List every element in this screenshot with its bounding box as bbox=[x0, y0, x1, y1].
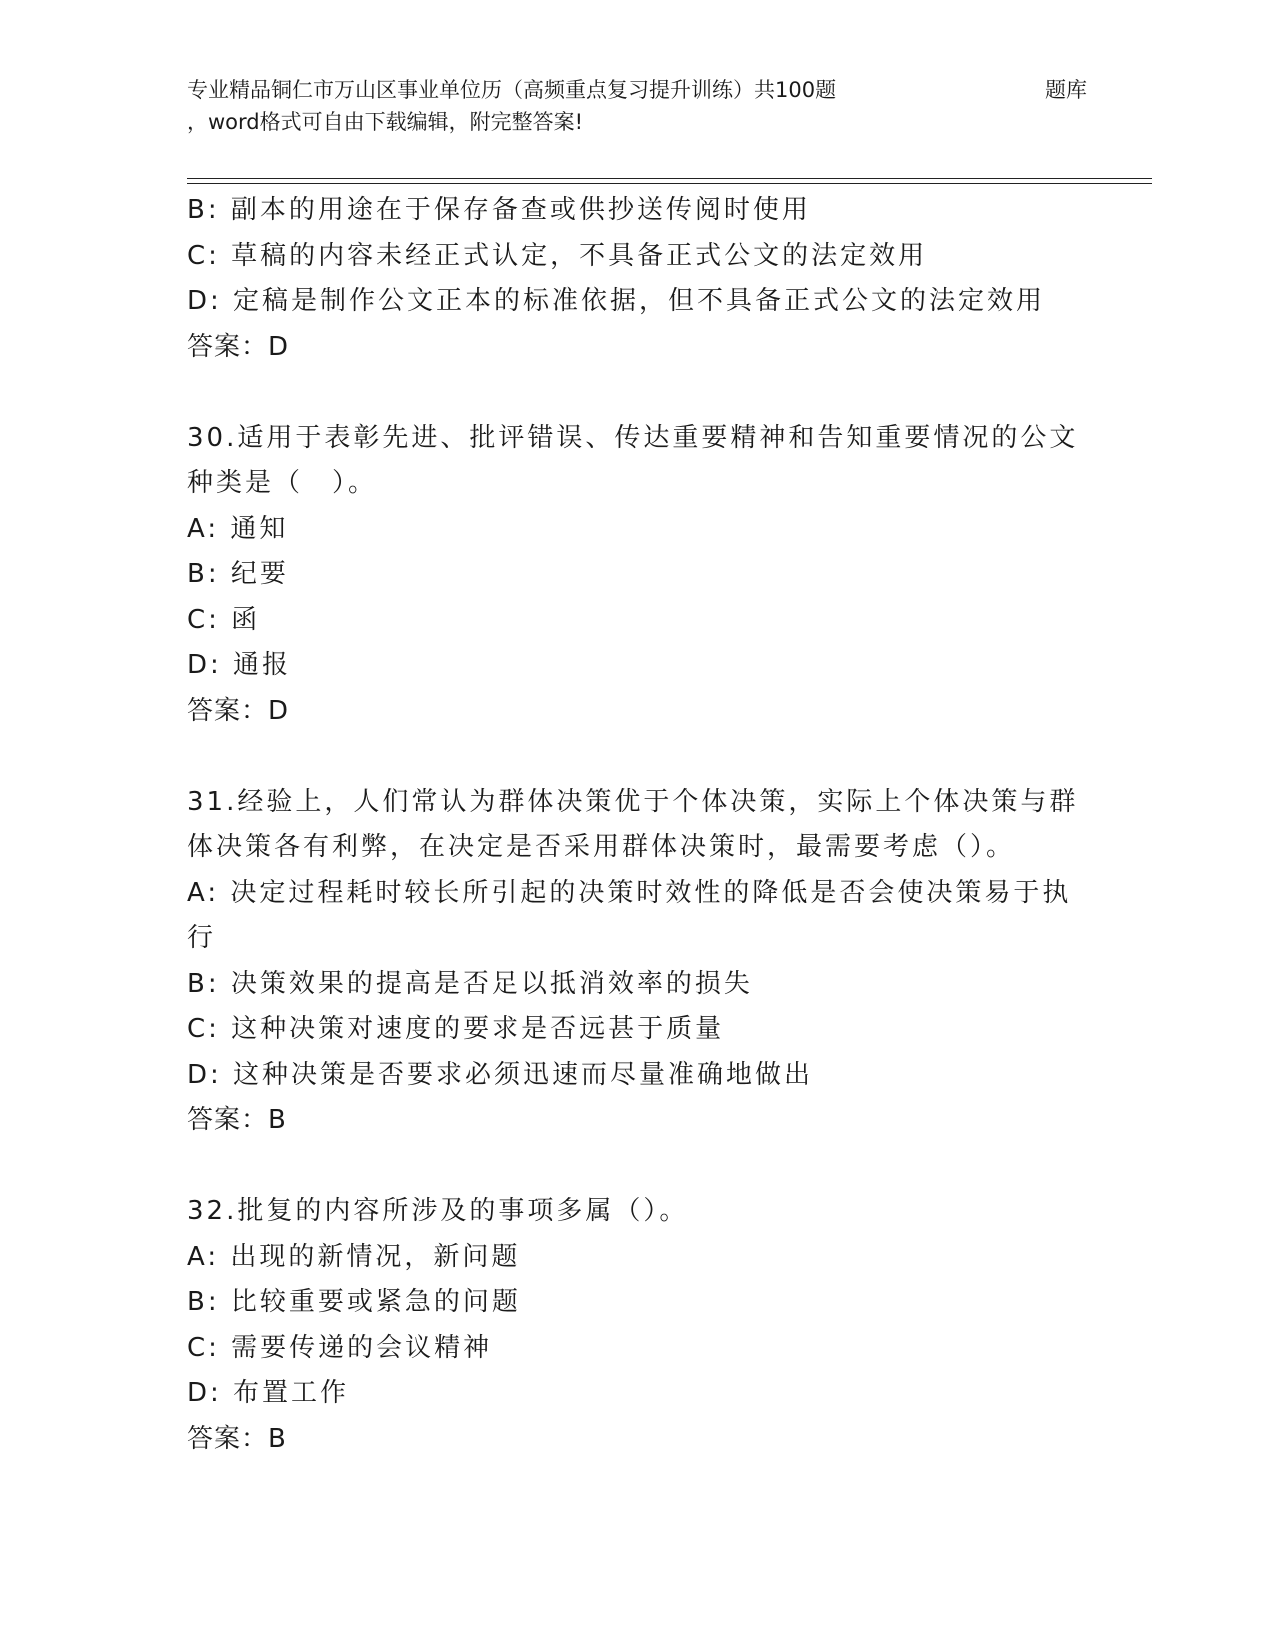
question-30-option-a: A: 通知 bbox=[187, 513, 289, 544]
question-32-option-a: A: 出现的新情况，新问题 bbox=[187, 1241, 521, 1272]
question-30-option-d: D: 通报 bbox=[187, 650, 292, 680]
question-30-stem-cont: 种类是（ ）。 bbox=[187, 468, 378, 498]
option-c: C: 草稿的内容未经正式认定，不具备正式公文的法定效用 bbox=[187, 240, 928, 271]
question-31-option-a: A: 决定过程耗时较长所引起的决策时效性的降低是否会使决策易于执 bbox=[187, 877, 1072, 908]
question-32-answer: 答案：B bbox=[187, 1423, 287, 1454]
header-subtitle: ，word格式可自由下载编辑，附完整答案! bbox=[187, 110, 584, 134]
question-31-stem-cont: 体决策各有利弊，在决定是否采用群体决策时，最需要考虑（）。 bbox=[187, 832, 1016, 862]
question-31-option-c: C: 这种决策对速度的要求是否远甚于质量 bbox=[187, 1014, 725, 1044]
question-32-stem: 32.批复的内容所涉及的事项多属（）。 bbox=[187, 1196, 689, 1226]
option-d: D: 定稿是制作公文正本的标准依据，但不具备正式公文的法定效用 bbox=[187, 286, 1046, 316]
answer: 答案：D bbox=[187, 331, 290, 362]
question-31-option-a-cont: 行 bbox=[187, 923, 217, 953]
question-30-option-b: B: 纪要 bbox=[187, 559, 289, 589]
question-32-option-b: B: 比较重要或紧急的问题 bbox=[187, 1287, 521, 1317]
question-31-option-d: D: 这种决策是否要求必须迅速而尽量准确地做出 bbox=[187, 1059, 814, 1090]
question-30-answer: 答案：D bbox=[187, 695, 290, 726]
header-title: 专业精品铜仁市万山区事业单位历（高频重点复习提升训练）共100题 bbox=[187, 78, 837, 102]
question-31-stem: 31.经验上，人们常认为群体决策优于个体决策，实际上个体决策与群 bbox=[187, 786, 1079, 817]
header-tag: 题库 bbox=[1045, 78, 1087, 102]
question-30-option-c: C: 函 bbox=[187, 604, 261, 635]
spacer bbox=[187, 370, 1087, 416]
question-31-answer: 答案：B bbox=[187, 1105, 287, 1135]
header-divider-bottom bbox=[187, 183, 1152, 184]
question-32-option-c: C: 需要传递的会议精神 bbox=[187, 1332, 493, 1363]
option-b: B: 副本的用途在于保存备查或供抄送传阅时使用 bbox=[187, 195, 811, 225]
header-divider-top bbox=[187, 178, 1152, 179]
question-31-option-b: B: 决策效果的提高是否足以抵消效率的损失 bbox=[187, 968, 753, 999]
question-content bbox=[187, 188, 1087, 1462]
question-30-stem: 30.适用于表彰先进、批评错误、传达重要精神和告知重要情况的公文 bbox=[187, 422, 1079, 453]
question-32-option-d: D: 布置工作 bbox=[187, 1378, 350, 1408]
page-header bbox=[187, 74, 1147, 138]
spacer bbox=[187, 1144, 1087, 1190]
spacer bbox=[187, 734, 1087, 780]
